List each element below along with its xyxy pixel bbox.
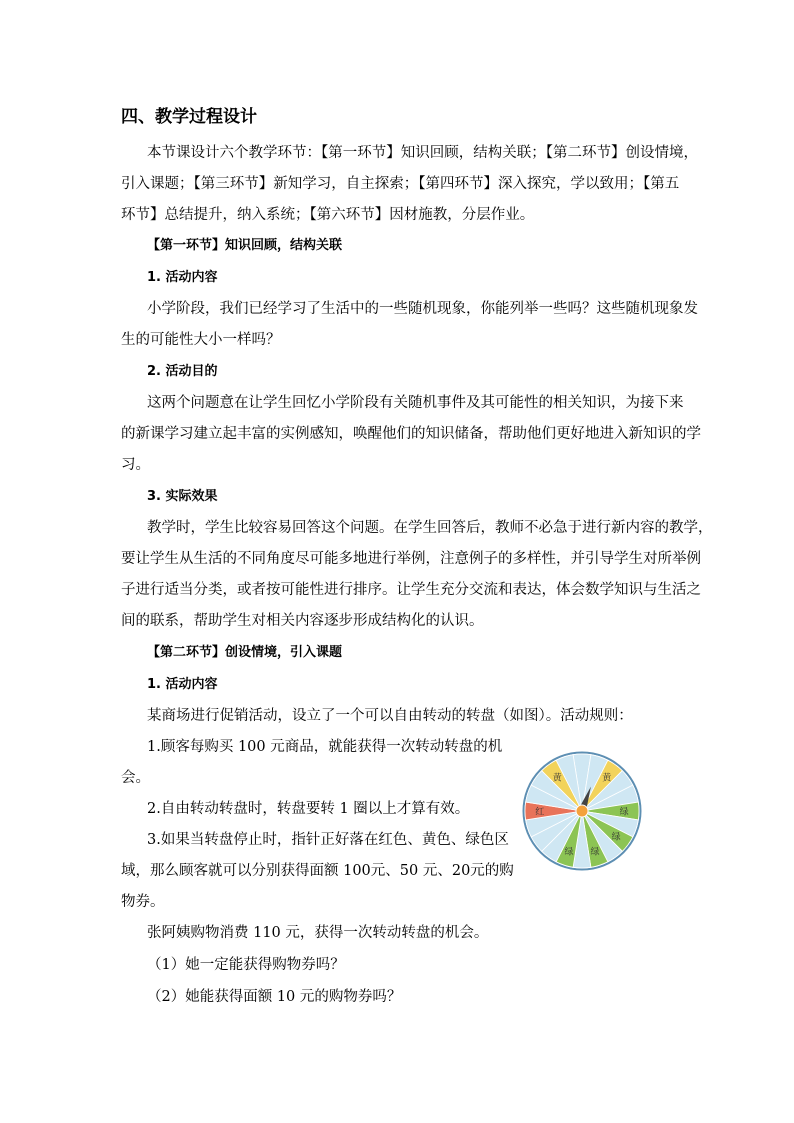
- wheel-label-green: 绿: [564, 847, 574, 858]
- section1-purpose-line-3: 习。: [121, 457, 150, 473]
- rule-line-2: 会。: [121, 770, 150, 786]
- section1-content-title: 1. 活动内容: [147, 270, 218, 285]
- question-2: （2）她能获得面额 10 元的购物券吗？: [147, 989, 402, 1005]
- section2-intro: 某商场进行促销活动，设立了一个可以自由转动的转盘（如图）。活动规则：: [147, 708, 633, 724]
- section1-effect-title: 3. 实际效果: [147, 489, 218, 504]
- section2-content-title: 1. 活动内容: [147, 677, 218, 692]
- wheel-label-yellow: 黄: [552, 773, 562, 784]
- section2-title: 【第二环节】创设情境，引入课题: [147, 645, 343, 660]
- section1-purpose-line-2: 的新课学习建立起丰富的实例感知，唤醒他们的知识储备，帮助他们更好地进入新知识的学: [121, 426, 701, 442]
- section-heading: 四、教学过程设计: [121, 107, 257, 127]
- wheel-hub: [576, 805, 588, 817]
- rule-line-5: 域，那么顾客就可以分别获得面额 100元、50 元、20元的购: [121, 863, 514, 879]
- prize-wheel-figure: [522, 751, 642, 871]
- wheel-label-green: 绿: [619, 807, 629, 818]
- case-line: 张阿姨购物消费 110 元，获得一次转动转盘的机会。: [147, 925, 489, 941]
- wheel-label-green: 绿: [611, 832, 621, 843]
- intro-line-1: 本节课设计六个教学环节：【第一环节】知识回顾，结构关联；【第二环节】创设情境，: [147, 145, 698, 161]
- rule-line-6: 物券。: [121, 894, 165, 910]
- section1-purpose-title: 2. 活动目的: [147, 364, 218, 379]
- rule-line-3: 2.自由转动转盘时，转盘要转 1 圈以上才算有效。: [147, 801, 470, 817]
- wheel-label-yellow: 黄: [602, 773, 612, 784]
- intro-line-2: 引入课题；【第三环节】新知学习，自主探索；【第四环节】深入探究，学以致用；【第五: [121, 176, 680, 192]
- section1-effect-line-3: 子进行适当分类，或者按可能性进行排序。让学生充分交流和表达，体会数学知识与生活之: [121, 582, 701, 598]
- rule-line-1: 1.顾客每购买 100 元商品，就能获得一次转动转盘的机: [147, 739, 503, 755]
- section1-title: 【第一环节】知识回顾，结构关联: [147, 238, 343, 253]
- question-1: （1）她一定能获得购物券吗？: [147, 957, 345, 973]
- section1-effect-line-2: 要让学生从生活的不同角度尽可能多地进行举例，注意例子的多样性，并引导学生对所举例: [121, 551, 701, 567]
- section1-purpose-line-1: 这两个问题意在让学生回忆小学阶段有关随机事件及其可能性的相关知识，为接下来: [147, 395, 684, 411]
- section1-effect-line-4: 间的联系，帮助学生对相关内容逐步形成结构化的认识。: [121, 613, 484, 629]
- wheel-label-red: 红: [535, 807, 545, 818]
- rule-line-4: 3.如果当转盘停止时，指针正好落在红色、黄色、绿色区: [147, 832, 509, 848]
- section1-content-line-2: 生的可能性大小一样吗？: [121, 332, 281, 348]
- intro-line-3: 环节】总结提升，纳入系统；【第六环节】因材施教，分层作业。: [121, 207, 535, 223]
- section1-content-line-1: 小学阶段，我们已经学习了生活中的一些随机现象，你能列举一些吗？这些随机现象发: [147, 301, 698, 317]
- wheel-label-green: 绿: [590, 847, 600, 858]
- section1-effect-line-1: 教学时，学生比较容易回答这个问题。在学生回答后，教师不必急于进行新内容的教学，: [147, 520, 713, 536]
